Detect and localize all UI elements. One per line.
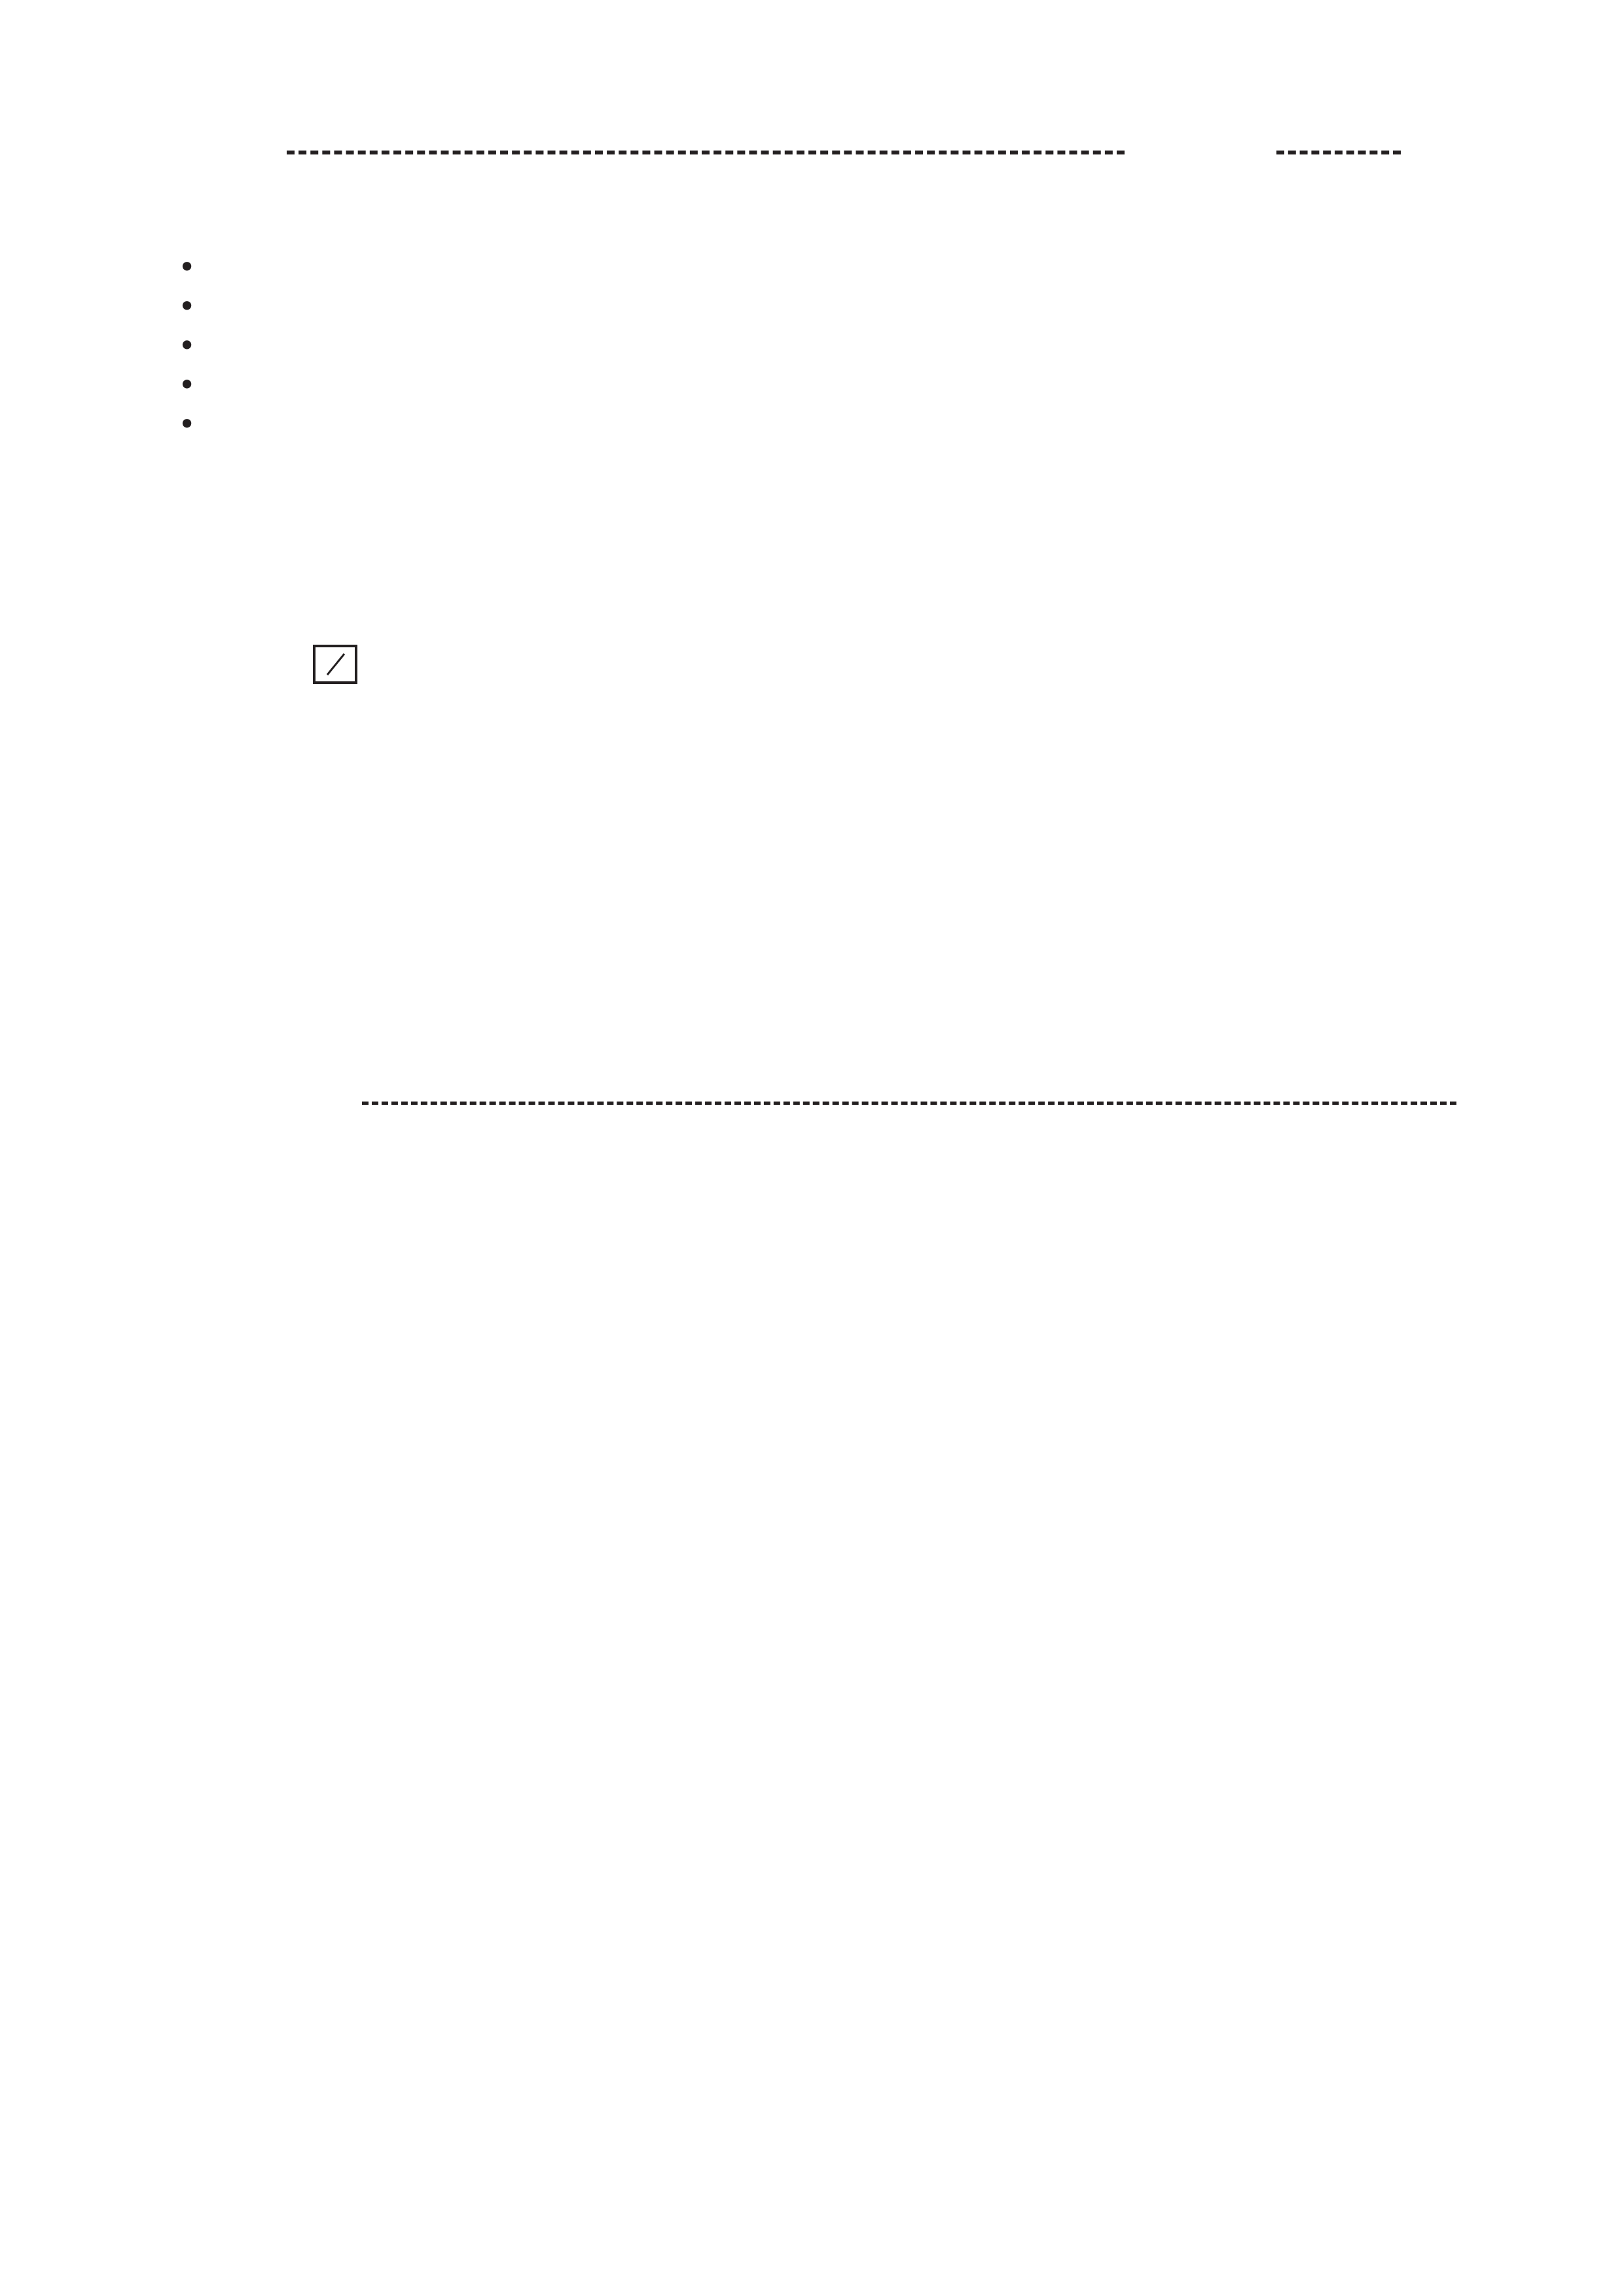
bullet-icon: • (178, 289, 196, 324)
instruction-item (178, 365, 213, 404)
bullet-icon: • (178, 328, 196, 363)
instruction-item (178, 247, 213, 287)
stroke-example-icon (313, 645, 357, 684)
name-field-line[interactable] (287, 151, 1125, 154)
bullet-icon: • (178, 367, 196, 403)
class-field-line[interactable] (1276, 151, 1401, 154)
comments-line[interactable] (362, 1102, 1456, 1105)
instruction-item (178, 404, 213, 444)
instruction-list (178, 247, 213, 444)
bullet-icon: • (178, 406, 196, 442)
instruction-item (178, 326, 213, 365)
instruction-item (178, 287, 213, 326)
bullet-icon: • (178, 249, 196, 285)
